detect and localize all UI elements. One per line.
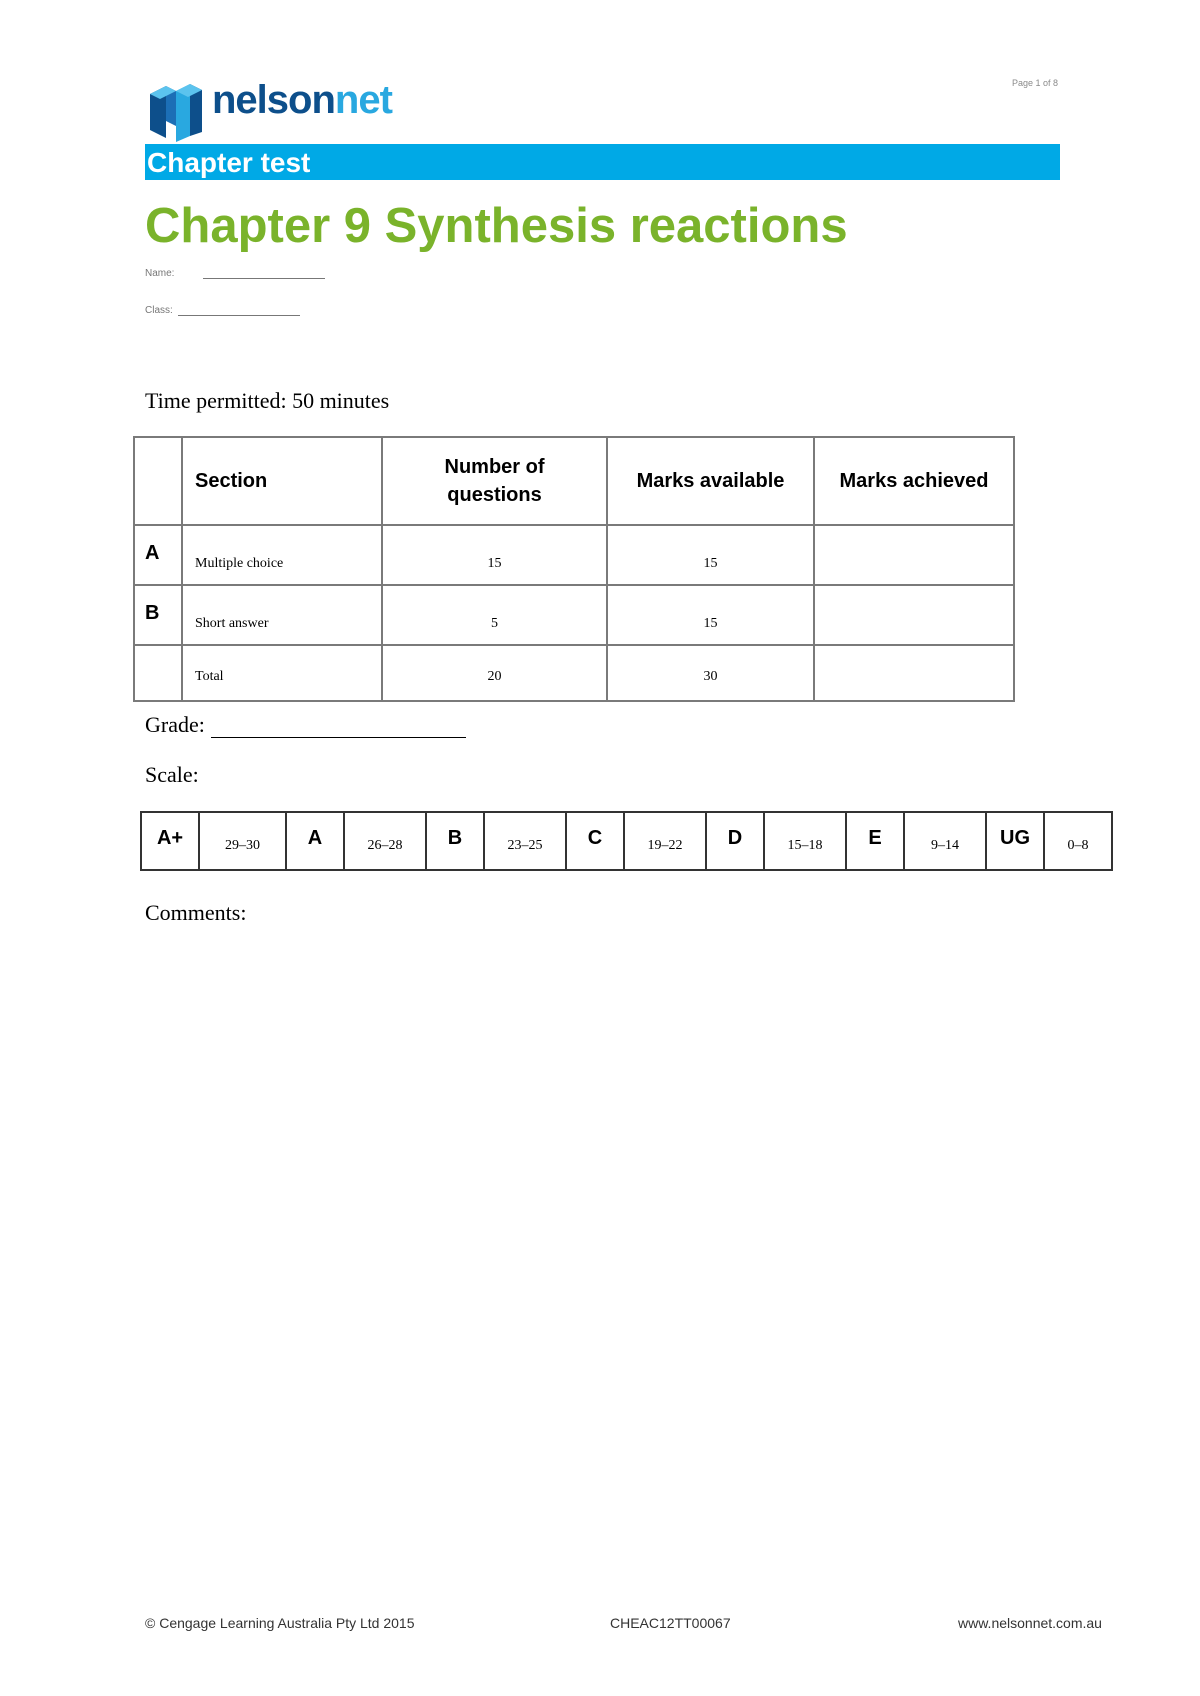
nelsonnet-logo [146, 74, 426, 144]
scale-grade: D [706, 812, 764, 870]
logo-wordmark [212, 80, 392, 120]
header-cell-marks-achieved: Marks achieved [814, 437, 1014, 525]
scale-grade: A+ [141, 812, 199, 870]
row-code: B [134, 585, 182, 645]
footer-copyright: © Cengage Learning Australia Pty Ltd 2015 [145, 1615, 415, 1631]
footer-website-link[interactable]: www.nelsonnet.com.au [958, 1615, 1102, 1631]
band-label: Chapter test [147, 147, 311, 178]
grade-label: Grade: [145, 712, 205, 737]
row-code [134, 645, 182, 701]
class-field[interactable] [145, 305, 300, 316]
grade-scale-table [140, 811, 1113, 871]
cube-logo-icon [146, 76, 206, 142]
header-cell-code [134, 437, 182, 525]
row-achieved-input[interactable] [814, 525, 1014, 585]
row-code: A [134, 525, 182, 585]
scale-range: 19–22 [624, 812, 706, 870]
scale-grade: A [286, 812, 344, 870]
row-section: Short answer [182, 585, 382, 645]
logo-text-nelson: nelson [212, 78, 335, 122]
summary-table [133, 436, 1015, 702]
header-cell-questions: Number of questions [382, 437, 607, 525]
scale-range: 26–28 [344, 812, 426, 870]
chapter-test-band [145, 144, 1060, 180]
scale-grade: C [566, 812, 624, 870]
row-section: Total [182, 645, 382, 701]
scale-grade: E [846, 812, 904, 870]
table-row-total [134, 645, 1014, 701]
scale-range: 0–8 [1044, 812, 1112, 870]
scale-range: 9–14 [904, 812, 986, 870]
time-permitted: Time permitted: 50 minutes [145, 388, 390, 413]
scale-grade: B [426, 812, 484, 870]
row-achieved-input[interactable] [814, 645, 1014, 701]
scale-grade: UG [986, 812, 1044, 870]
scale-label: Scale: [145, 762, 199, 787]
class-blank-line[interactable] [178, 305, 300, 316]
header-cell-section: Section [182, 437, 382, 525]
grade-field[interactable] [145, 712, 466, 738]
row-achieved-input[interactable] [814, 585, 1014, 645]
name-field[interactable] [145, 268, 325, 279]
footer-code: CHEAC12TT00067 [610, 1615, 731, 1631]
scale-range: 23–25 [484, 812, 566, 870]
row-marks: 30 [607, 645, 814, 701]
name-blank-line[interactable] [203, 268, 325, 279]
row-section: Multiple choice [182, 525, 382, 585]
name-label: Name: [145, 268, 175, 279]
page-title: Chapter 9 Synthesis reactions [145, 199, 848, 253]
table-row [134, 585, 1014, 645]
logo-text-net: net [334, 78, 392, 122]
scale-range: 15–18 [764, 812, 846, 870]
row-questions: 20 [382, 645, 607, 701]
table-header-row [134, 437, 1014, 525]
class-label: Class: [145, 305, 173, 316]
row-marks: 15 [607, 525, 814, 585]
grade-scale-row [141, 812, 1112, 870]
page-number: Page 1 of 8 [1011, 78, 1058, 88]
row-questions: 5 [382, 585, 607, 645]
header-cell-marks-available: Marks available [607, 437, 814, 525]
table-row [134, 525, 1014, 585]
scale-range: 29–30 [199, 812, 286, 870]
grade-blank-line[interactable] [211, 715, 466, 738]
comments-label: Comments: [145, 900, 247, 925]
row-questions: 15 [382, 525, 607, 585]
row-marks: 15 [607, 585, 814, 645]
